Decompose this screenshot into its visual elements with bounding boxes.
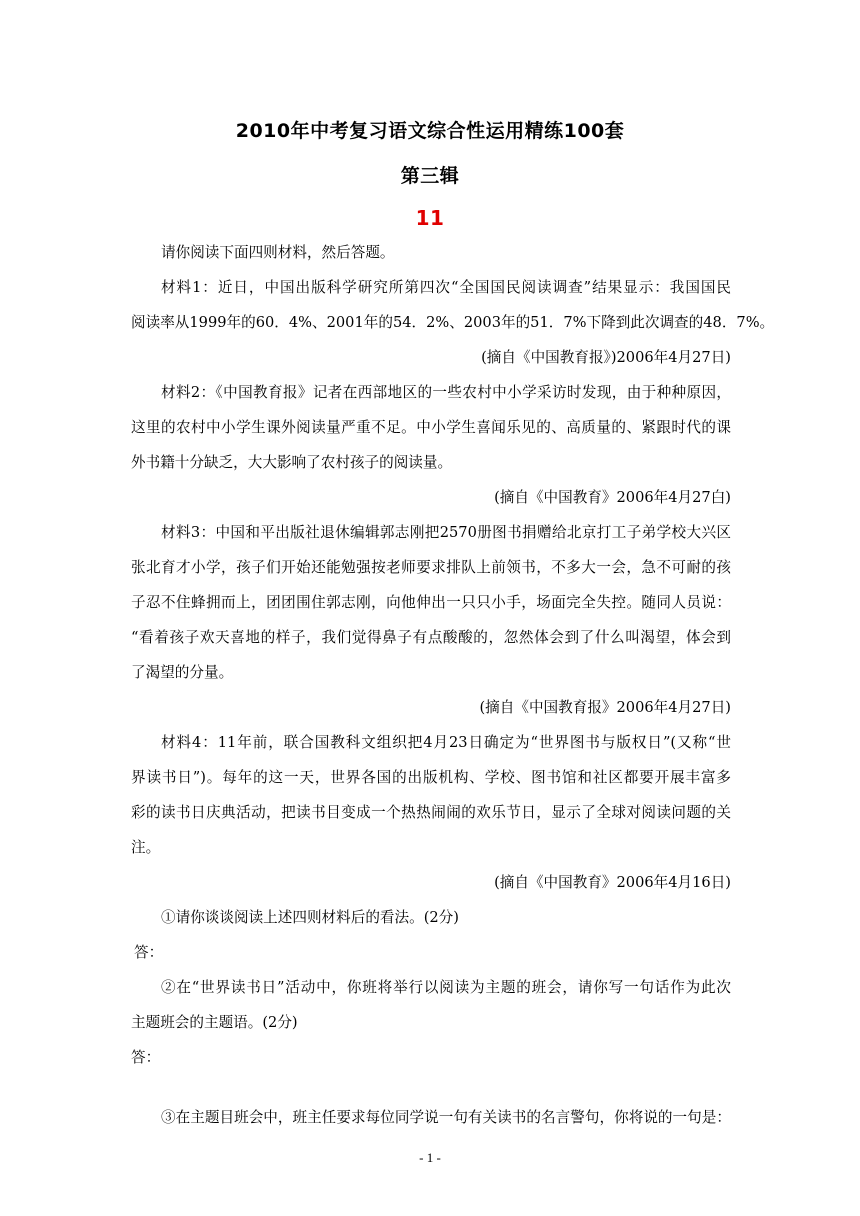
material4-line2: 界读书日”)。每年的这一天，世界各国的出版机构、学校、图书馆和社区都要开展丰富多 <box>131 769 731 786</box>
material1-line2: 阅读率从1999年的60．4%、2001年的54．2%、2003年的51．7%下降到此次调查的48．7%。 <box>131 314 775 331</box>
material4-line4: 注。 <box>131 839 161 856</box>
question1-answer-label: 答： <box>134 944 164 961</box>
material2-line2: 这里的农村中小学生课外阅读量严重不足。中小学生喜闻乐见的、高质量的、紧跟时代的课 <box>131 419 731 436</box>
material2-line1: 材料2：《中国教育报》记者在西部地区的一些农村中小学采访时发现，由于种种原因， <box>161 384 731 401</box>
document-subtitle: 第三辑 <box>400 165 460 187</box>
material3-line1: 材料3：中国和平出版社退休编辑郭志刚把2570册图书捐赠给北京打工子弟学校大兴区 <box>161 524 731 541</box>
material4-line1: 材料4：11年前，联合国教科文组织把4月23日确定为“世界图书与版权日”(又称“世 <box>161 734 731 751</box>
question2-line1: ②在“世界读书日”活动中，你班将举行以阅读为主题的班会，请你写一句话作为此次 <box>161 979 731 996</box>
material3-line4: “看着孩子欢天喜地的样子，我们觉得鼻子有点酸酸的，忽然体会到了什么叫渴望，体会到 <box>131 629 731 646</box>
material3-source: (摘自《中国教育报》2006年4月27日) <box>479 699 731 716</box>
material1-line1: 材料1：近日，中国出版科学研究所第四次“全国国民阅读调查”结果显示：我国国民 <box>161 279 731 296</box>
material4-source: (摘自《中国教育》2006年4月16日) <box>494 874 731 891</box>
question2-line2: 主题班会的主题语。(2分) <box>131 1014 298 1031</box>
page-number: - 1 - <box>419 1150 441 1165</box>
material1-source: (摘自《中国教育报》)2006年4月27日) <box>481 349 731 366</box>
question3-text: ③在主题目班会中，班主任要求每位同学说一句有关读书的名言警句，你将说的一句是： <box>161 1109 731 1126</box>
question2-answer-label: 答： <box>131 1049 161 1066</box>
question1-text: ①请你谈谈阅读上述四则材料后的看法。(2分) <box>161 909 459 926</box>
material3-line3: 子忍不住蜂拥而上，团团围住郭志刚，向他伸出一只只小手，场面完全失控。随同人员说： <box>131 594 731 611</box>
intro-text: 请你阅读下面四则材料，然后答题。 <box>161 244 395 261</box>
material3-line5: 了渴望的分量。 <box>131 664 234 681</box>
material4-line3: 彩的读书日庆典活动，把读书目变成一个热热闹闹的欢乐节日，显示了全球对阅读问题的关 <box>131 804 731 821</box>
document-title: 2010年中考复习语文综合性运用精练100套 <box>235 120 625 142</box>
material3-line2: 张北育才小学，孩子们开始还能勉强按老师要求排队上前领书，不多大一会，急不可耐的孩 <box>131 559 731 576</box>
material2-line3: 外书籍十分缺乏，大大影响了农村孩子的阅读量。 <box>131 454 453 471</box>
material2-source: (摘自《中国教育》2006年4月27白) <box>494 489 731 506</box>
set-number: 11 <box>415 206 445 230</box>
